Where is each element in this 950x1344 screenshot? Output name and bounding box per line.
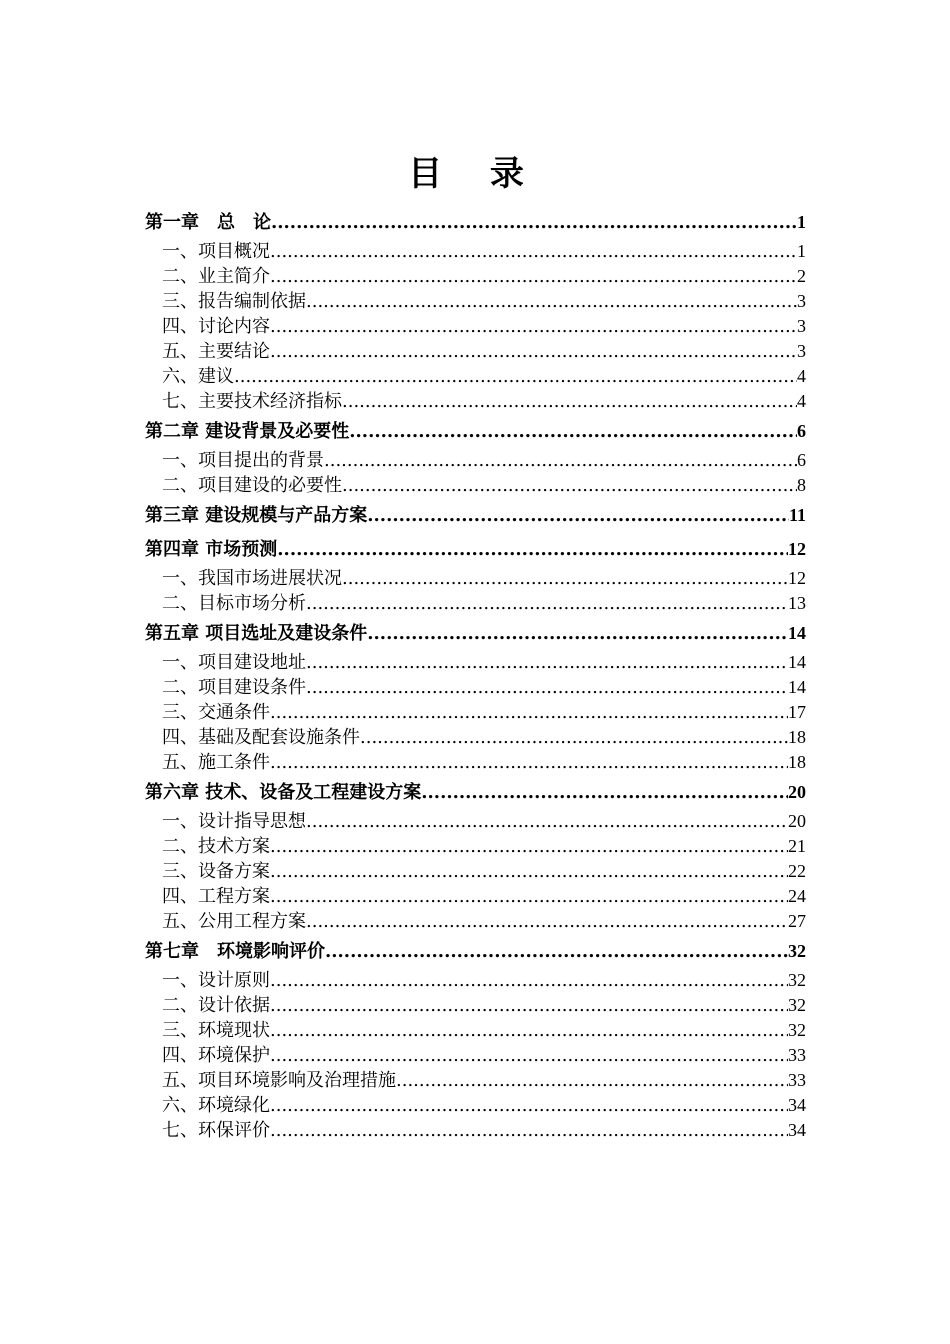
toc-dot-leader (349, 415, 797, 449)
toc-page-number: 18 (788, 727, 806, 747)
toc-dot-leader (271, 206, 797, 240)
toc-page-number: 14 (788, 623, 806, 643)
toc-chapter-entry[interactable] (145, 934, 806, 968)
toc-dot-leader (324, 448, 797, 473)
toc-section-entry[interactable] (145, 993, 806, 1018)
toc-section-entry[interactable] (145, 809, 806, 834)
toc-chapter-entry[interactable] (145, 414, 806, 448)
toc-section-entry[interactable] (145, 1093, 806, 1118)
toc-entry-label: 二、业主简介 (162, 266, 270, 287)
toc-entry-label: 第六章 技术、设备及工程建设方案 (145, 782, 422, 803)
toc-dot-leader (306, 809, 788, 834)
toc-page-number: 17 (788, 702, 806, 722)
toc-page-number: 34 (788, 1095, 806, 1115)
toc-chapter-entry[interactable] (145, 616, 806, 650)
toc-entry-label: 四、环境保护 (162, 1045, 270, 1066)
toc-dot-leader (270, 239, 797, 264)
toc-section-entry[interactable] (145, 834, 806, 859)
toc-section-entry[interactable] (145, 1118, 806, 1143)
toc-dot-leader (270, 1043, 788, 1068)
toc-dot-leader (306, 289, 797, 314)
toc-entry-label: 七、主要技术经济指标 (162, 391, 342, 412)
toc-entry-label: 四、讨论内容 (162, 316, 270, 337)
toc-section-entry[interactable] (145, 591, 806, 616)
toc-dot-leader (325, 935, 788, 969)
toc-section-entry[interactable] (145, 239, 806, 264)
toc-entry-label: 五、施工条件 (162, 752, 270, 773)
toc-section-entry[interactable] (145, 289, 806, 314)
toc-page-number: 32 (788, 970, 806, 990)
toc-dot-leader (270, 750, 788, 775)
toc-page-number: 34 (788, 1120, 806, 1140)
toc-dot-leader (270, 700, 788, 725)
toc-dot-leader (342, 566, 788, 591)
toc-page-number: 2 (797, 266, 806, 286)
toc-entry-label: 六、环境绿化 (162, 1095, 270, 1116)
toc-page-number: 32 (788, 1020, 806, 1040)
toc-entry-label: 一、项目概况 (162, 241, 270, 262)
toc-entry-label: 四、工程方案 (162, 886, 270, 907)
toc-entry-label: 三、设备方案 (162, 861, 270, 882)
toc-page-number: 33 (788, 1070, 806, 1090)
toc-entry-label: 第二章 建设背景及必要性 (145, 421, 350, 442)
toc-dot-leader (270, 339, 797, 364)
toc-section-entry[interactable] (145, 675, 806, 700)
toc-entry-label: 第三章 建设规模与产品方案 (145, 505, 368, 526)
toc-section-entry[interactable] (145, 448, 806, 473)
toc-dot-leader (270, 834, 788, 859)
toc-section-entry[interactable] (145, 650, 806, 675)
toc-dot-leader (270, 1018, 788, 1043)
toc-dot-leader (421, 776, 788, 810)
toc-section-entry[interactable] (145, 884, 806, 909)
toc-entry-label: 七、环保评价 (162, 1120, 270, 1141)
toc-entry-label: 一、设计指导思想 (162, 811, 306, 832)
toc-entry-label: 二、技术方案 (162, 836, 270, 857)
toc-entry-label: 五、主要结论 (162, 341, 270, 362)
toc-page-number: 32 (788, 941, 806, 961)
toc-dot-leader (277, 533, 788, 567)
toc-entry-label: 第五章 项目选址及建设条件 (145, 623, 368, 644)
toc-section-entry[interactable] (145, 1068, 806, 1093)
toc-section-entry[interactable] (145, 700, 806, 725)
toc-entry-label: 四、基础及配套设施条件 (162, 727, 360, 748)
toc-page-number: 21 (788, 836, 806, 856)
toc-section-entry[interactable] (145, 314, 806, 339)
toc-section-entry[interactable] (145, 859, 806, 884)
toc-entry-label: 三、环境现状 (162, 1020, 270, 1041)
toc-entry-label: 一、项目提出的背景 (162, 450, 324, 471)
toc-chapter-entry[interactable] (145, 775, 806, 809)
toc-page-number: 14 (788, 677, 806, 697)
toc-entry-label: 二、项目建设条件 (162, 677, 306, 698)
toc-entry-label: 二、目标市场分析 (162, 593, 306, 614)
toc-section-entry[interactable] (145, 725, 806, 750)
toc-dot-leader (367, 617, 788, 651)
toc-page-number: 1 (797, 212, 806, 232)
toc-page-number: 3 (797, 316, 806, 336)
toc-page-number: 6 (797, 421, 806, 441)
toc-page-number: 6 (797, 450, 806, 470)
toc-section-entry[interactable] (145, 1043, 806, 1068)
toc-entry-label: 第四章 市场预测 (145, 539, 278, 560)
toc-entry-label: 第一章 总 论 (145, 212, 271, 233)
toc-page-number: 18 (788, 752, 806, 772)
toc-section-entry[interactable] (145, 473, 806, 498)
toc-page-number: 12 (788, 539, 806, 559)
toc-dot-leader (396, 1068, 788, 1093)
toc-entry-label: 一、项目建设地址 (162, 652, 306, 673)
toc-page-number: 13 (788, 593, 806, 613)
toc-dot-leader (306, 591, 788, 616)
toc-section-entry[interactable] (145, 339, 806, 364)
toc-section-entry[interactable] (145, 364, 806, 389)
toc-section-entry[interactable] (145, 264, 806, 289)
toc-dot-leader (270, 264, 797, 289)
toc-entry-label: 二、设计依据 (162, 995, 270, 1016)
toc-page-number: 1 (797, 241, 806, 261)
toc-page-number: 20 (788, 782, 806, 802)
toc-dot-leader (342, 389, 797, 414)
toc-entry-label: 三、报告编制依据 (162, 291, 306, 312)
toc-chapter-entry[interactable] (145, 205, 806, 239)
toc-dot-leader (306, 650, 788, 675)
toc-page-number: 12 (788, 568, 806, 588)
toc-section-entry[interactable] (145, 909, 806, 934)
toc-dot-leader (367, 499, 789, 533)
toc-section-entry[interactable] (145, 389, 806, 414)
toc-dot-leader (306, 675, 788, 700)
toc-entry-label: 三、交通条件 (162, 702, 270, 723)
table-of-contents (145, 205, 806, 1143)
toc-dot-leader (270, 993, 788, 1018)
toc-section-entry[interactable] (145, 968, 806, 993)
toc-page-number: 14 (788, 652, 806, 672)
toc-page-number: 24 (788, 886, 806, 906)
toc-entry-label: 一、我国市场进展状况 (162, 568, 342, 589)
toc-page-number: 11 (788, 505, 806, 525)
toc-page-number: 3 (797, 341, 806, 361)
toc-entry-label: 五、公用工程方案 (162, 911, 306, 932)
toc-section-entry[interactable] (145, 750, 806, 775)
page-title: 目 录 (408, 154, 542, 194)
toc-page-number: 22 (788, 861, 806, 881)
toc-page-number: 3 (797, 291, 806, 311)
toc-chapter-entry[interactable] (145, 532, 806, 566)
toc-entry-label: 第七章 环境影响评价 (145, 941, 325, 962)
toc-section-entry[interactable] (145, 1018, 806, 1043)
toc-dot-leader (342, 473, 797, 498)
toc-entry-label: 二、项目建设的必要性 (162, 475, 342, 496)
toc-chapter-entry[interactable] (145, 498, 806, 532)
toc-entry-label: 一、设计原则 (162, 970, 270, 991)
toc-section-entry[interactable] (145, 566, 806, 591)
toc-page-number: 4 (797, 391, 806, 411)
toc-dot-leader (270, 314, 797, 339)
toc-dot-leader (306, 909, 788, 934)
toc-dot-leader (360, 725, 788, 750)
toc-page-number: 32 (788, 995, 806, 1015)
toc-dot-leader (270, 884, 788, 909)
toc-page-number: 33 (788, 1045, 806, 1065)
toc-dot-leader (270, 859, 788, 884)
toc-dot-leader (270, 1093, 788, 1118)
toc-page-number: 8 (797, 475, 806, 495)
toc-dot-leader (270, 968, 788, 993)
toc-dot-leader (270, 1118, 788, 1143)
toc-page-number: 4 (797, 366, 806, 386)
toc-page-number: 20 (788, 811, 806, 831)
toc-page-number: 27 (788, 911, 806, 931)
toc-entry-label: 六、建议 (162, 366, 234, 387)
toc-dot-leader (234, 364, 797, 389)
toc-entry-label: 五、项目环境影响及治理措施 (162, 1070, 396, 1091)
